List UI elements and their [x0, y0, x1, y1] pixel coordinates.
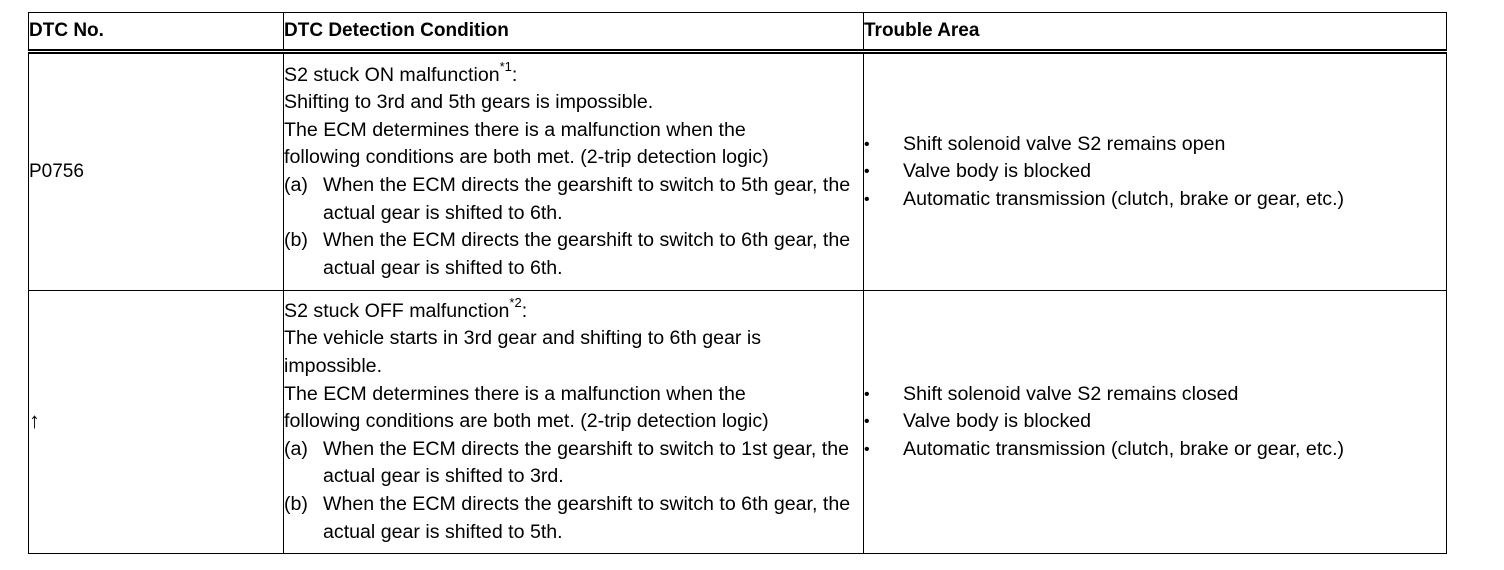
bullet-icon: •	[864, 135, 870, 153]
condition-step	[284, 227, 863, 282]
step-marker: (b)	[284, 492, 308, 515]
table-row	[29, 291, 1447, 554]
header-detection-condition: DTC Detection Condition	[284, 13, 864, 52]
table-row	[29, 52, 1447, 291]
trouble-area-list	[864, 131, 1446, 214]
header-trouble-area: Trouble Area	[864, 13, 1447, 52]
bullet-icon: •	[864, 190, 870, 208]
step-marker: (b)	[284, 229, 308, 252]
trouble-area-list	[864, 381, 1446, 464]
step-text: When the ECM directs the gearshift to switch to 5th gear, the actual gear is shifted to 6th.	[323, 174, 851, 224]
step-text: When the ECM directs the gearshift to switch to 6th gear, the actual gear is shifted to 6th.	[323, 229, 851, 279]
condition-line: The ECM determines there is a malfunction when the	[284, 382, 746, 405]
condition-line: The ECM determines there is a malfunction when the	[284, 118, 746, 141]
same-as-above-arrow-icon: ↑	[29, 408, 40, 434]
condition-step	[284, 172, 863, 227]
condition-title: S2 stuck OFF malfunction$^{*2}$:	[284, 295, 528, 322]
header-dtc-no: DTC No.	[29, 13, 284, 52]
condition-line: The vehicle starts in 3rd gear and shifting to 6th gear is impossible.	[284, 327, 762, 378]
list-item: • Automatic transmission (clutch, brake or gear, etc.)	[864, 436, 1446, 464]
bullet-icon: •	[864, 163, 870, 181]
list-item: • Valve body is blocked	[864, 158, 1446, 186]
list-item: • Shift solenoid valve S2 remains closed	[864, 381, 1446, 409]
trouble-area-cell	[864, 52, 1447, 291]
condition-step	[284, 436, 863, 491]
step-marker: (a)	[284, 437, 308, 460]
dtc-table	[28, 12, 1447, 554]
dtc-number-cell	[29, 52, 284, 291]
bullet-icon: •	[864, 385, 870, 403]
step-marker: (a)	[284, 174, 308, 196]
dtc-number-cell	[29, 291, 284, 554]
bullet-icon: •	[864, 413, 870, 431]
list-item: • Valve body is blocked	[864, 408, 1446, 436]
detection-condition-cell	[284, 52, 864, 291]
footnote-ref: *2	[509, 295, 522, 311]
condition-line: following conditions are both met. (2-trip detection logic)	[284, 410, 769, 433]
list-item: • Shift solenoid valve S2 remains open	[864, 131, 1446, 159]
condition-title: S2 stuck ON malfunction$^{*1}$:	[284, 59, 518, 86]
condition-line: following conditions are both met. (2-trip detection logic)	[284, 146, 769, 169]
step-text: When the ECM directs the gearshift to switch to 6th gear, the actual gear is shifted to 5th.	[323, 492, 851, 543]
bullet-icon: •	[864, 440, 870, 458]
header-row	[29, 13, 1447, 52]
dtc-number: P0756	[29, 161, 84, 183]
trouble-area-cell	[864, 291, 1447, 554]
detection-condition-cell	[284, 291, 864, 554]
list-item: • Automatic transmission (clutch, brake or gear, etc.)	[864, 186, 1446, 214]
condition-step	[284, 491, 863, 546]
condition-line: Shifting to 3rd and 5th gears is impossible.	[284, 91, 654, 114]
step-text: When the ECM directs the gearshift to switch to 1st gear, the actual gear is shifted to 3rd.	[323, 437, 850, 488]
footnote-ref: *1	[499, 59, 512, 75]
